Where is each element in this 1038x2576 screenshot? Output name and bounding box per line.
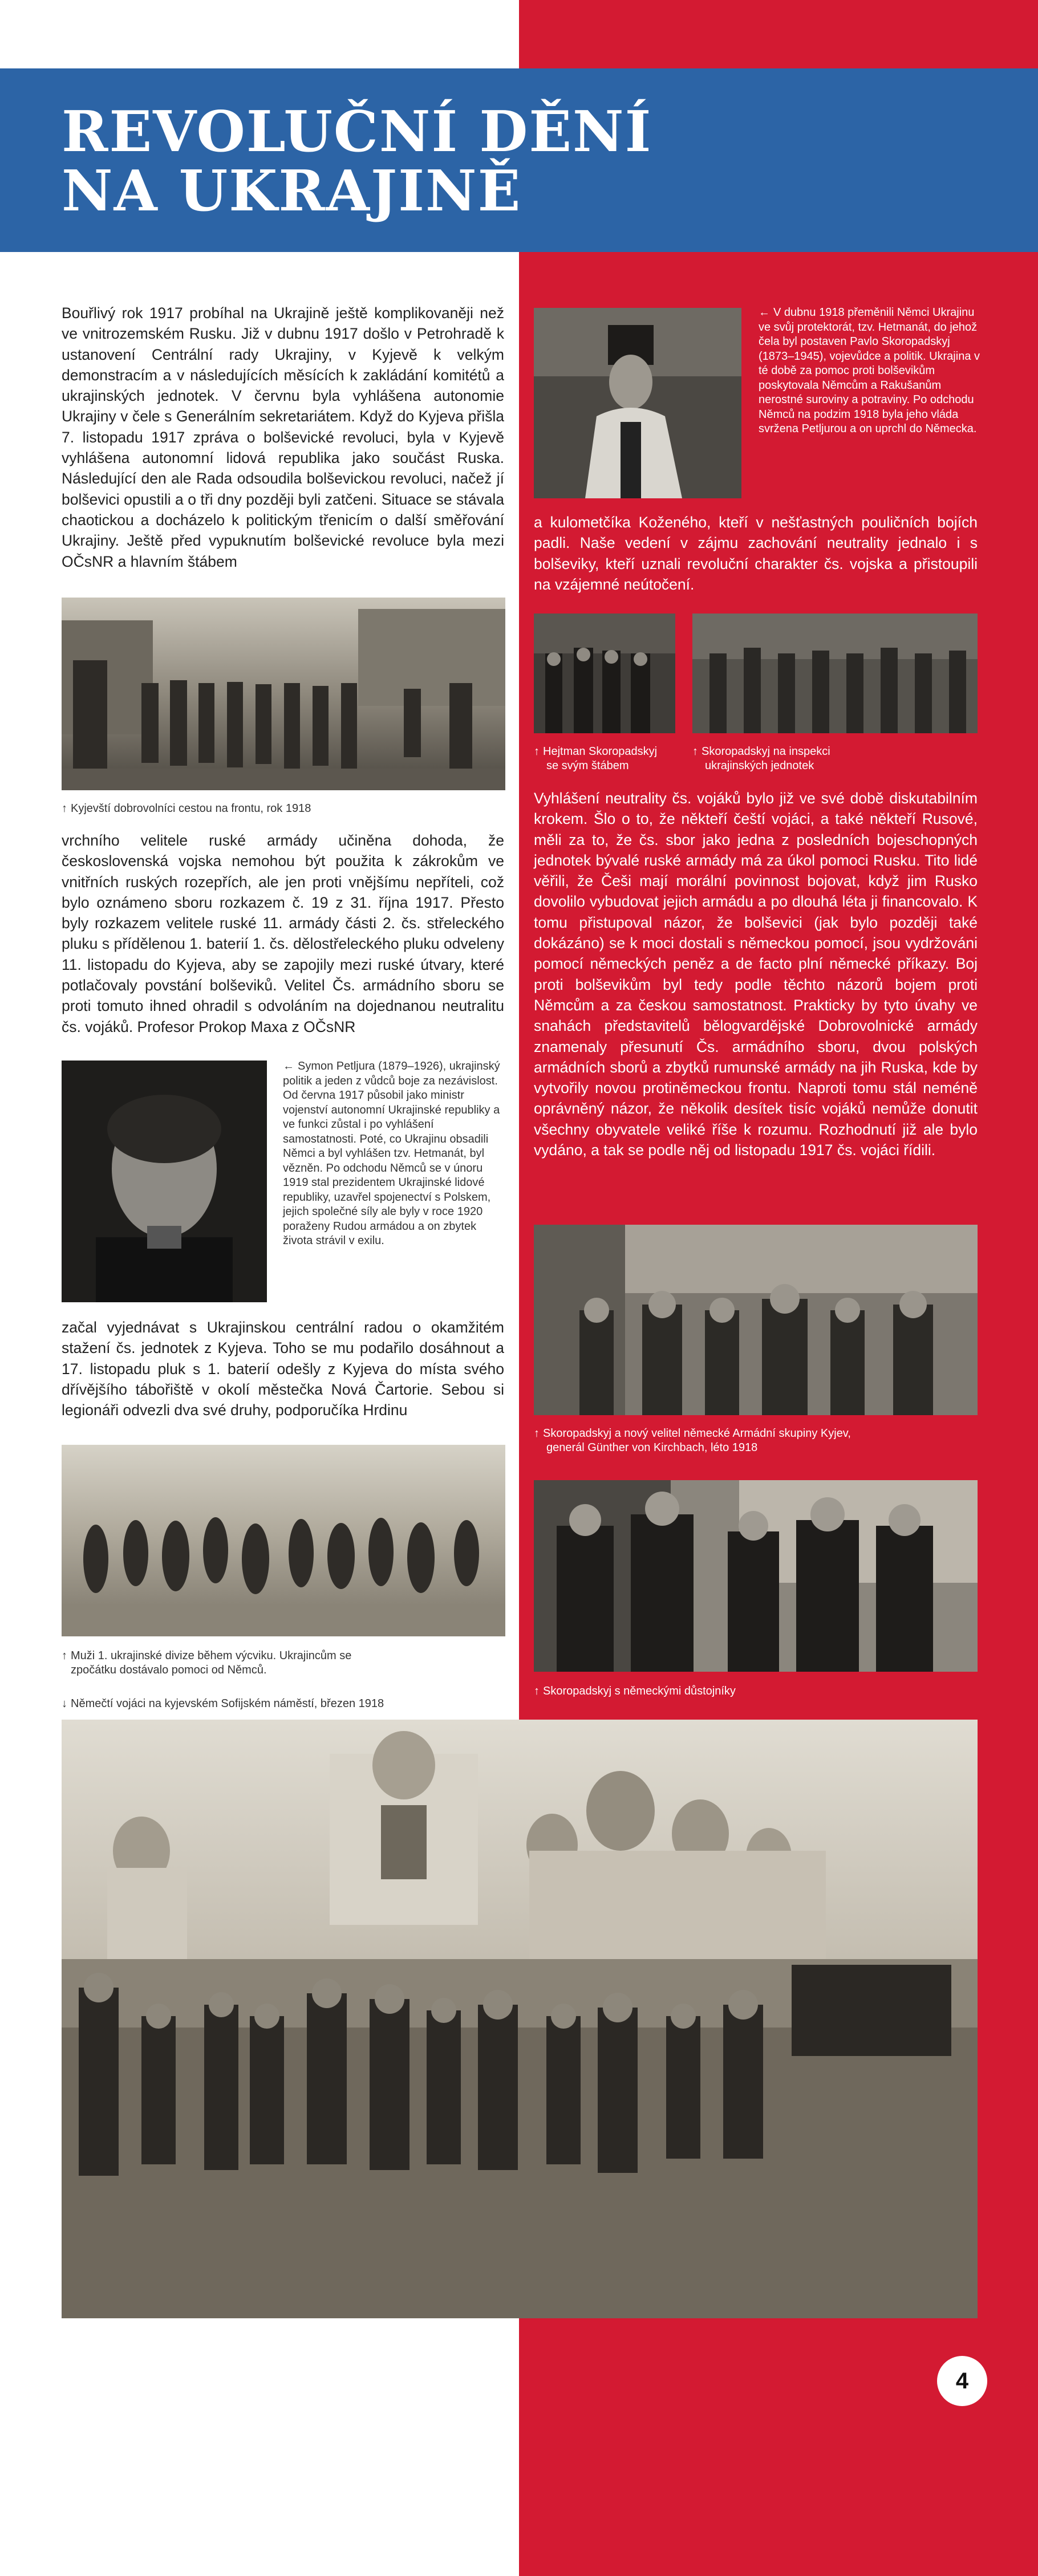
arrow-left-icon: ← [759, 306, 770, 319]
caption-hetman-staff: ↑ Hejtman Skoropadskyj se svým štábem [534, 745, 658, 772]
photo-hetman-staff [534, 613, 675, 733]
arrow-down-icon: ↓ [62, 1697, 67, 1710]
left-paragraph-1: Bouřlivý rok 1917 probíhal na Ukrajině ještě komplikovaněji než ve vnitrozemském Rusku. Již v dubnu 1917 došlo v Petrohradě k ustanovení Centrální rady Ukrajiny, v Kyjevě k velkým demonstracím a v následujících měsících k zakládání komitétů a ukrajinských jednotek. V červnu byla vyhlášena autonomie Ukrajiny v čele s Generálním sekretariátem. Když do Kyjeva přišla 7. listopadu 1917 zpráva o bolševické revoluci, byla v Kyjevě vyhlášena autonomní lidová republika jako součást Ruska. Následující den ale Rada odsoudila bolševickou revoluci, načež jí bolševici opustili a o tři dny později byli zatčeni. Situace se stávala chaotickou a docházelo k politickým třenicím o další směřování Ukrajiny. Ještě před vypuknutím bolševické revoluce byla mezi OČsNR a hlavním štábem [62, 304, 504, 570]
caption-petliura: ← Symon Petljura (1879–1926), ukrajinský politik a jeden z vůdců boje za nezávislost. Od června 1917 působil jako ministr vojenství autonomní Ukrajinské republiky a ve funkci zůstal i po vyhlášení samostatnosti. Poté, co Ukrajinu obsadili Němci a byl vyhlášen tzv. Hetmanát, byl vězněn. Po odchodu Němců se v únoru 1919 stal prezidentem Ukrajinské lidové republiky, uzavřel spojenectví s Polskem, jejich společné síly ale byly v roce 1920 poraženy Rudou armádou a on zbytek života strávil v exilu. [283, 1060, 500, 1247]
photo-inspection [692, 613, 978, 733]
photo-skoropadsky-kirchbach [534, 1225, 978, 1415]
photo-sofia-square [62, 1720, 978, 2318]
page-number: 4 [937, 2356, 987, 2406]
caption-german-officers: ↑ Skoropadskyj s německými důstojníky [534, 1685, 736, 1697]
caption-sofia-square: ↓ Němečtí vojáci na kyjevském Sofijském náměstí, březen 1918 [62, 1697, 384, 1710]
photo-division-training [62, 1445, 505, 1636]
caption-inspection: ↑ Skoropadskyj na inspekci ukrajinských jednotek [692, 745, 830, 772]
arrow-left-icon: ← [283, 1060, 294, 1072]
title-line-1: REVOLUČNÍ DĚNÍ [62, 99, 652, 165]
arrow-up-icon: ↑ [534, 1685, 540, 1697]
photo-kyiv-volunteers [62, 598, 505, 790]
right-paragraph-2: Vyhlášení neutrality čs. vojáků bylo již ve své době diskutabilním krokem. Šlo o to, že někteří čeští vojáci, a také někteří Rusové, měli za to, že čs. sbor jako jedna z posledních bojeschopných jednotek bývalé ruské armády má za úkol pomoci Rusku. Tito lidé věřili, že Češi mají morální povinnost bojovat, když jim Rusko dovolilo vybudovat jejich armádu a po dlouhá léta ji financovalo. K tomu přistupoval názor, že bolševici (jak bylo později také dokázáno) se k moci dostali s německou pomocí, jsou vydržováni pomocí německých peněz a de facto plní německé příkazy. Boj proti bolševikům byl tedy podle těchto názorů bojem proti Němcům a za českou samostatnost. Prakticky by tyto úvahy ve snahách představitelů bělogvardějské Dobrovolnické armády znamenaly přesunutí Čs. armádního sboru, dvou polských armádních sborů a zbytků rumunské armády na jih Ruska, kde by vytvořily novou protiněmeckou frontu. Naproti tomu stál neméně oprávněný názor, že několik desítek tisíc vojáků nemůže donutit všechny obyvatele veliké říše k rozumu. Rozhodnutí již ale bylo vydáno, a tak se podle něj od listopadu 1917 čs. vojáci řídili. [534, 790, 978, 1159]
caption-skoropadsky-portrait: ← V dubnu 1918 přeměnili Němci Ukrajinu ve svůj protektorát, tzv. Hetmanát, do jehož čela byl postaven Pavlo Skoropadskyj (1873–1945), vojevůdce a politik. Ukrajina v té době za pomoc proti bolševikům poskytovala Němcům a Rakušanům nerostné suroviny a potraviny. Po odchodu Němců na podzim 1918 byla jeho vláda svržena Petljurou a on uprchl do Německa. [759, 306, 980, 435]
photo-petliura-portrait [62, 1061, 267, 1302]
right-paragraph-1: a kulometčíka Koženého, kteří v nešťastných pouličních bojích padli. Naše vedení v zájmu zachování neutrality jednalo i s bolševiky, kteří uznali revoluční charakter čs. vojska a přistoupili na vzájemné neútočení. [534, 514, 978, 593]
arrow-up-icon: ↑ [62, 1649, 67, 1662]
arrow-up-icon: ↑ [692, 745, 698, 758]
photo-german-officers [534, 1480, 978, 1672]
caption-division-training: ↑ Muži 1. ukrajinské divize během výcviku. Ukrajincům se zpočátku dostávalo pomoci od Němců. [62, 1649, 352, 1676]
photo-skoropadsky-portrait [534, 308, 741, 498]
left-paragraph-2: vrchního velitele ruské armády učiněna dohoda, že československá vojska nemohou být použita k zákrokům ve vnitřních ruských rozepřích, ale jen proti vnějšímu nepříteli, což bylo oznámeno sboru rozkazem č. 19 z 31. října 1917. Přesto byly rozkazem velitele ruské 11. armády části 2. čs. střeleckého pluku s přídělenou 1. baterií 1. čs. dělostřeleckého pluku odveleny 11. listopadu do Kyjeva, aby se zapojily mezi ruské útvary, které potlačovaly povstání bolševiků. Velitel Čs. armádního sboru se proti tomuto ihned ohradil s odvoláním na dojednanou neutralitu čs. vojáků. Profesor Prokop Maxa z OČsNR [62, 832, 504, 1035]
arrow-up-icon: ↑ [62, 802, 67, 815]
page-title [62, 99, 652, 224]
arrow-up-icon: ↑ [534, 1427, 540, 1440]
arrow-up-icon: ↑ [534, 745, 540, 758]
left-paragraph-3: začal vyjednávat s Ukrajinskou centrální radou o okamžitém stažení čs. jednotek z Kyjeva. Toho se mu podařilo dosáhnout a 17. listopadu pluk s 1. baterií odešly z Kyjeva do místa svého dřívějšího tábořiště v okolí městečka Nová Čartorie. Sebou si legionáři odvezli dva své druhy, podporučíka Hrdinu [62, 1319, 504, 1419]
caption-skoropadsky-kirchbach: ↑ Skoropadskyj a nový velitel německé Armádní skupiny Kyjev, generál Günther von Kirchbach, léto 1918 [534, 1427, 851, 1454]
title-line-2: NA UKRAJINĚ [62, 159, 522, 224]
caption-kyiv-volunteers: ↑ Kyjevští dobrovolníci cestou na frontu, rok 1918 [62, 802, 311, 815]
